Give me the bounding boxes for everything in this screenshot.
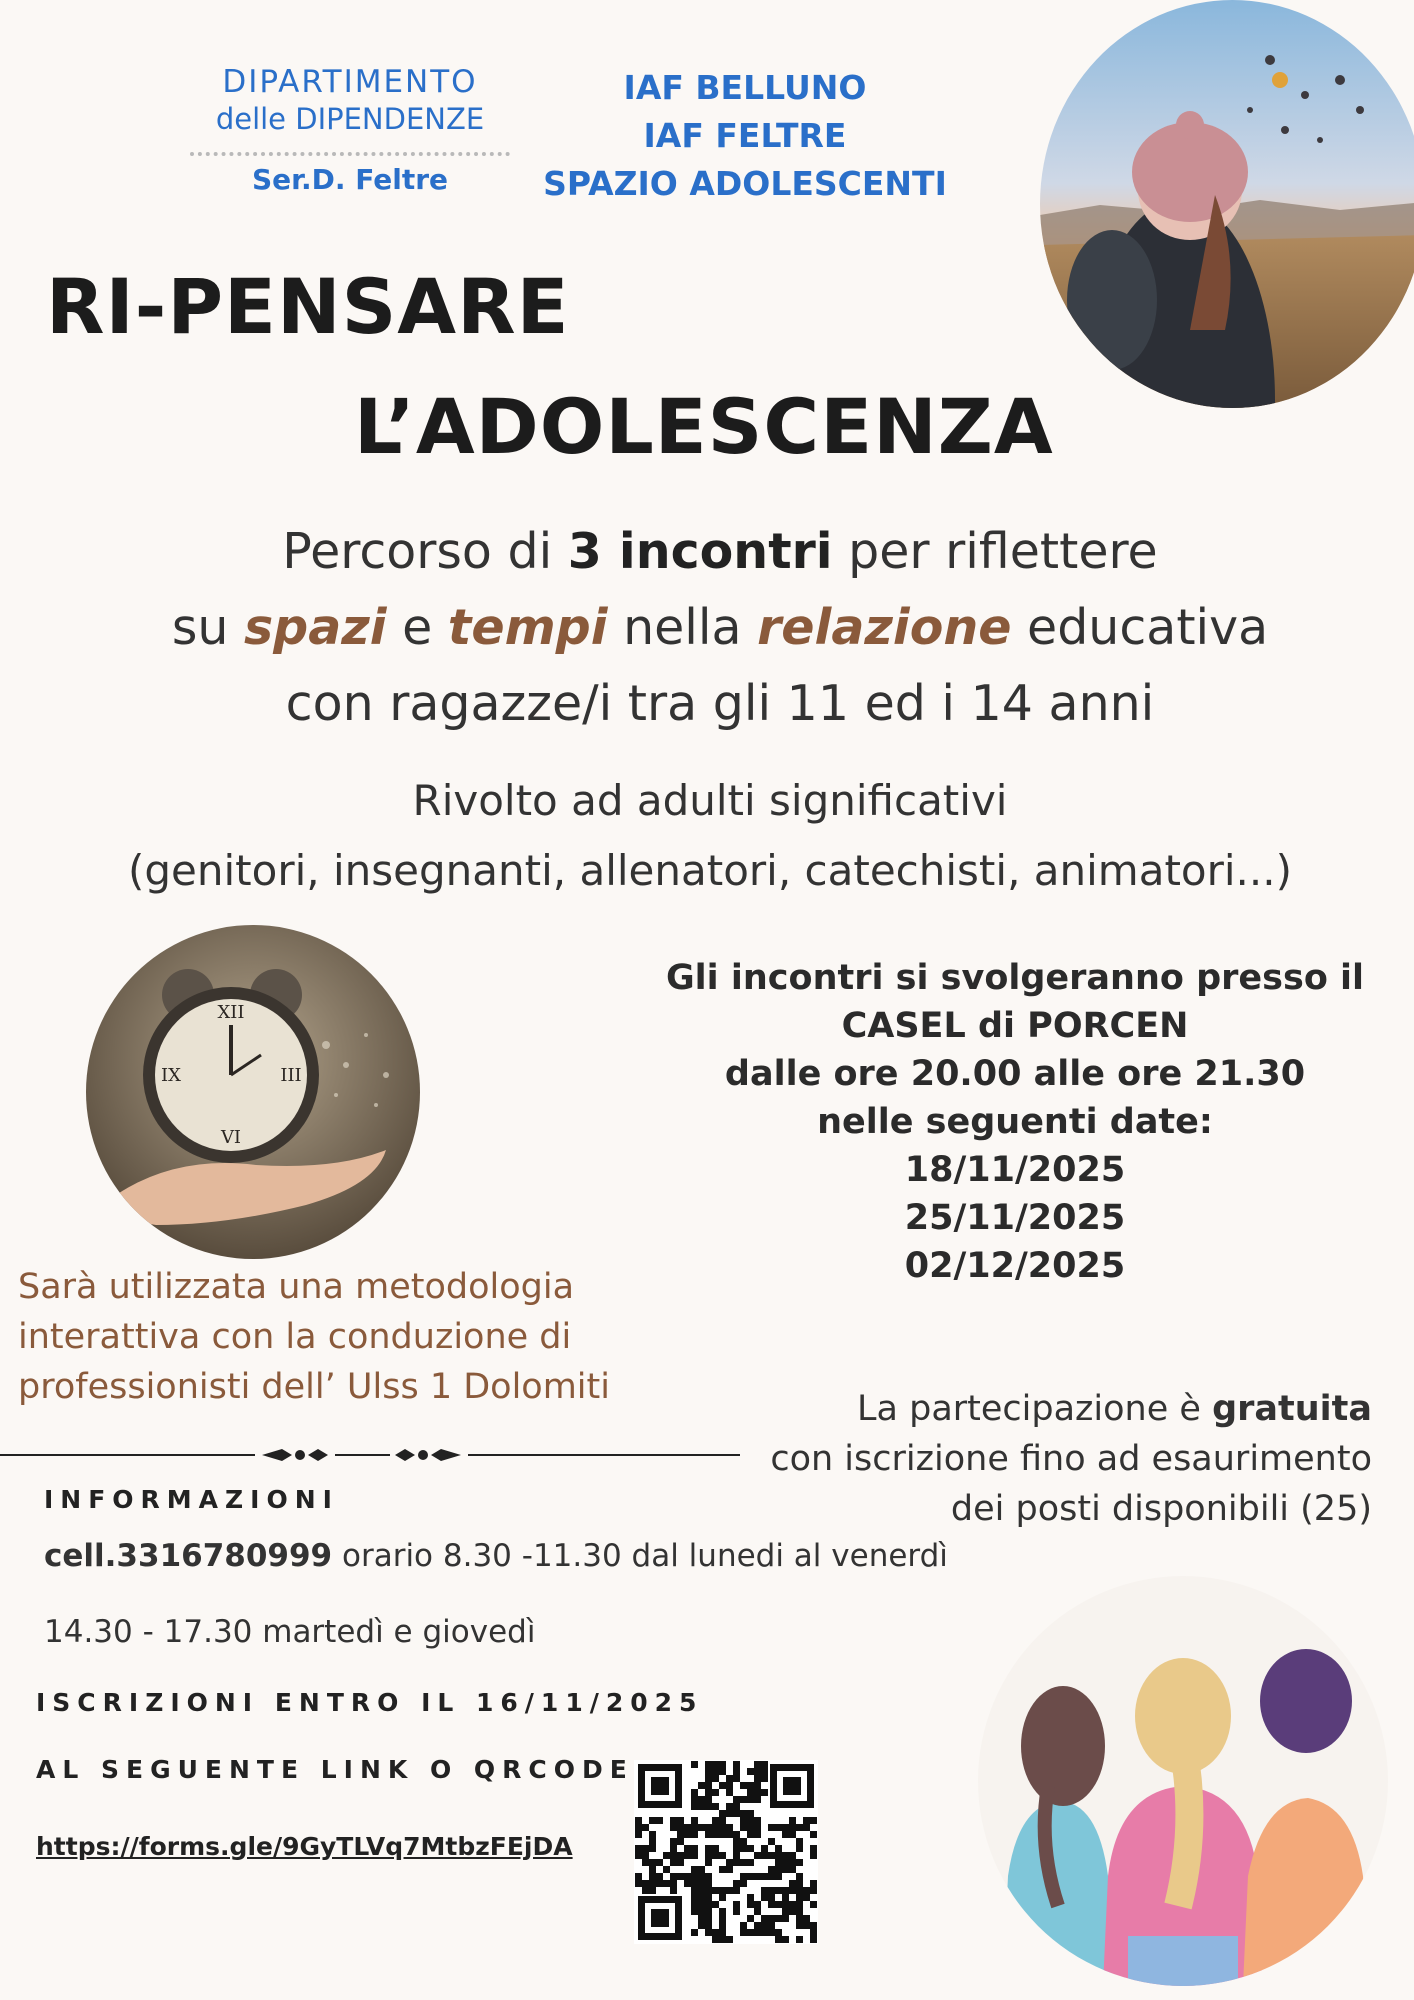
girl-balloons-photo	[1040, 0, 1414, 408]
iaf-belluno: IAF BELLUNO	[623, 68, 867, 107]
three-girls-illustration	[978, 1576, 1388, 1986]
phone-number: cell.3316780999	[44, 1538, 333, 1574]
meetings-venue: CASEL di PORCEN	[841, 1006, 1189, 1046]
audience-line1: Rivolto ad adulti significativi	[412, 776, 1008, 825]
ornamental-divider	[0, 1440, 740, 1470]
method-line3: professionisti dell’ Ulss 1 Dolomiti	[18, 1367, 610, 1407]
svg-text:IX: IX	[161, 1065, 181, 1086]
participation-text	[700, 1384, 1372, 1534]
department-logo	[170, 62, 530, 198]
dept-subtitle: delle DIPENDENZE	[215, 102, 485, 136]
method-line2: interattiva con la conduzione di	[18, 1317, 572, 1357]
registration-link[interactable]: https://forms.gle/9GyTLVq7MtbzFEjDA	[36, 1832, 573, 1861]
dept-divider	[190, 144, 510, 156]
meetings-line1: Gli incontri si svolgeranno presso il	[665, 958, 1365, 998]
spazio-adolescenti: SPAZIO ADOLESCENTI	[543, 164, 947, 203]
intro-relazione: relazione	[757, 599, 1012, 656]
page-title-line1: RI-PENSARE	[46, 262, 570, 351]
contact-phone	[44, 1538, 948, 1574]
registration-deadline: ISCRIZIONI ENTRO IL 16/11/2025	[36, 1688, 704, 1717]
meeting-date-3: 02/12/2025	[904, 1246, 1126, 1286]
fee-line2: con iscrizione fino ad esaurimento	[770, 1439, 1372, 1479]
intro-tempi: tempi	[447, 599, 608, 656]
audience-text	[60, 766, 1360, 906]
clock-photo	[86, 925, 420, 1259]
svg-text:VI: VI	[220, 1127, 242, 1148]
meeting-date-2: 25/11/2025	[904, 1198, 1126, 1238]
phone-hours-2: 14.30 - 17.30 martedì e giovedì	[44, 1614, 536, 1650]
iaf-logo	[535, 64, 955, 208]
dept-title: DIPARTIMENTO	[222, 64, 478, 100]
fee-line3: dei posti disponibili (25)	[950, 1489, 1372, 1529]
iaf-feltre: IAF FELTRE	[643, 116, 847, 155]
intro-text	[100, 514, 1340, 742]
intro-incontri: 3 incontri	[567, 523, 833, 580]
intro-line1: Percorso di 3 incontri per riflettere	[282, 523, 1158, 580]
info-heading: INFORMAZIONI	[44, 1485, 339, 1514]
svg-text:III: III	[280, 1065, 302, 1086]
intro-line3: con ragazze/i tra gli 11 ed i 14 anni	[285, 675, 1155, 732]
methodology-text	[18, 1262, 638, 1412]
audience-line2: (genitori, insegnanti, allenatori, catechisti, animatori...)	[128, 846, 1292, 895]
fee-gratuita: gratuita	[1212, 1389, 1372, 1429]
page-title-line2: L’ADOLESCENZA	[354, 382, 1054, 471]
svg-text:XII: XII	[217, 1002, 245, 1023]
meeting-date-1: 18/11/2025	[904, 1150, 1126, 1190]
dept-service: Ser.D. Feltre	[252, 163, 448, 196]
meetings-time: dalle ore 20.00 alle ore 21.30	[724, 1054, 1306, 1094]
method-line1: Sarà utilizzata una metodologia	[18, 1267, 575, 1307]
qr-code[interactable]	[634, 1760, 818, 1944]
link-label: AL SEGUENTE LINK O QRCODE	[36, 1755, 634, 1784]
phone-hours: orario 8.30 -11.30 dal lunedi al venerdì	[332, 1538, 948, 1574]
fee-line1: La partecipazione è gratuita	[857, 1389, 1372, 1429]
intro-line2: su spazi e tempi nella relazione educativa	[171, 599, 1269, 656]
intro-spazi: spazi	[243, 599, 387, 656]
meetings-line4: nelle seguenti date:	[817, 1102, 1213, 1142]
meetings-info	[640, 954, 1390, 1290]
